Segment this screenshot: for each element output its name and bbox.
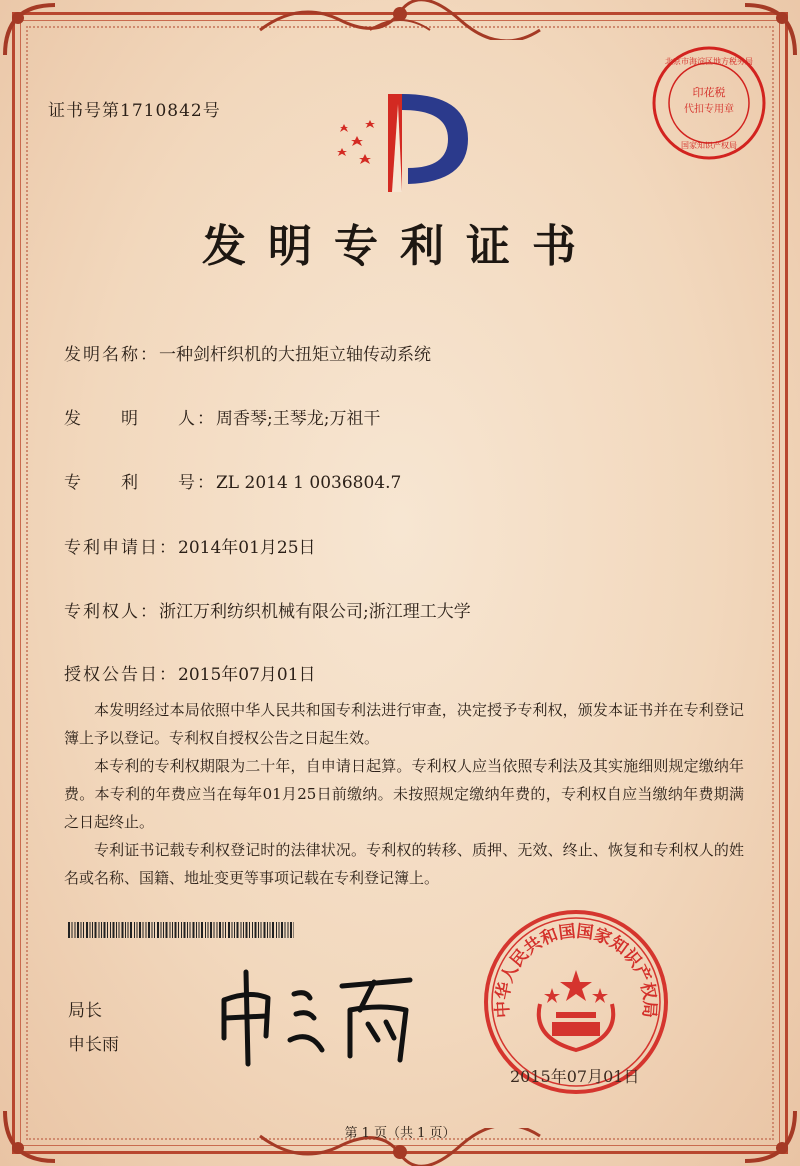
director-name: 申长雨 [68,1035,119,1055]
field-value: 周香琴;王琴龙;万祖干 [216,409,381,429]
tax-stamp [650,44,768,162]
paragraph: 专利证书记载专利权登记时的法律状况。专利权的转移、质押、无效、终止、恢复和专利权人的姓名或名称、国籍、地址变更等事项记载在专利登记簿上。 [64,841,744,887]
svg-text:国家知识产权局: 国家知识产权局 [681,141,737,150]
svg-text:印花税: 印花税 [692,86,726,99]
field-label: 授权公告日： [64,665,178,685]
svg-text:代扣专用章: 代扣专用章 [684,104,734,115]
field-label: 专 利 号： [64,473,216,493]
seal-text: 中华人民共和国国家知识产权局 [492,921,660,1019]
certificate-body [64,696,744,892]
field-value: ZL 2014 1 0036804.7 [216,473,402,493]
director-title: 局长 [68,1001,102,1021]
field-value: 浙江万利纺织机械有限公司;浙江理工大学 [159,602,471,622]
field-label: 专利权人： [64,602,159,622]
field-value: 2015年07月01日 [178,665,316,685]
field-value: 一种剑杆织机的大扭矩立轴传动系统 [159,345,431,365]
director-block [68,994,119,1062]
field-grant-date [64,660,316,685]
patent-office-logo-icon [328,84,478,204]
paragraph: 本发明经过本局依照中华人民共和国专利法进行审查，决定授予专利权，颁发本证书并在专利登记簿上予以登记。专利权自授权公告之日起生效。 [64,701,744,747]
certificate-number: 证书号第1710842号 [48,101,221,121]
field-patent-number [64,468,401,493]
page-number: 第 1 页（共 1 页） [344,1126,456,1141]
field-application-date [64,533,316,558]
barcode-icon [68,922,294,938]
field-patentee [64,597,471,622]
field-value: 2014年01月25日 [178,538,316,558]
page-title: 发明专利证书 [202,221,598,272]
top-ornament [250,0,550,40]
paragraph: 本专利的专利权期限为二十年，自申请日起算。专利权人应当依照专利法及其实施细则规定缴纳年费。本专利的年费应当在每年01月25日前缴纳。未按照规定缴纳年费的，专利权自应当缴纳年费期满之日起终止。 [64,757,744,831]
director-signature [210,960,420,1070]
field-label: 发明名称： [64,345,159,365]
field-inventors [64,404,380,429]
svg-text:北京市海淀区地方税务局: 北京市海淀区地方税务局 [665,57,753,66]
field-label: 专利申请日： [64,538,178,558]
field-invention-name [64,340,431,365]
field-label: 发 明 人： [64,409,216,429]
corner-ornament-tl [0,0,60,60]
issue-date: 2015年07月01日 [510,1067,640,1086]
